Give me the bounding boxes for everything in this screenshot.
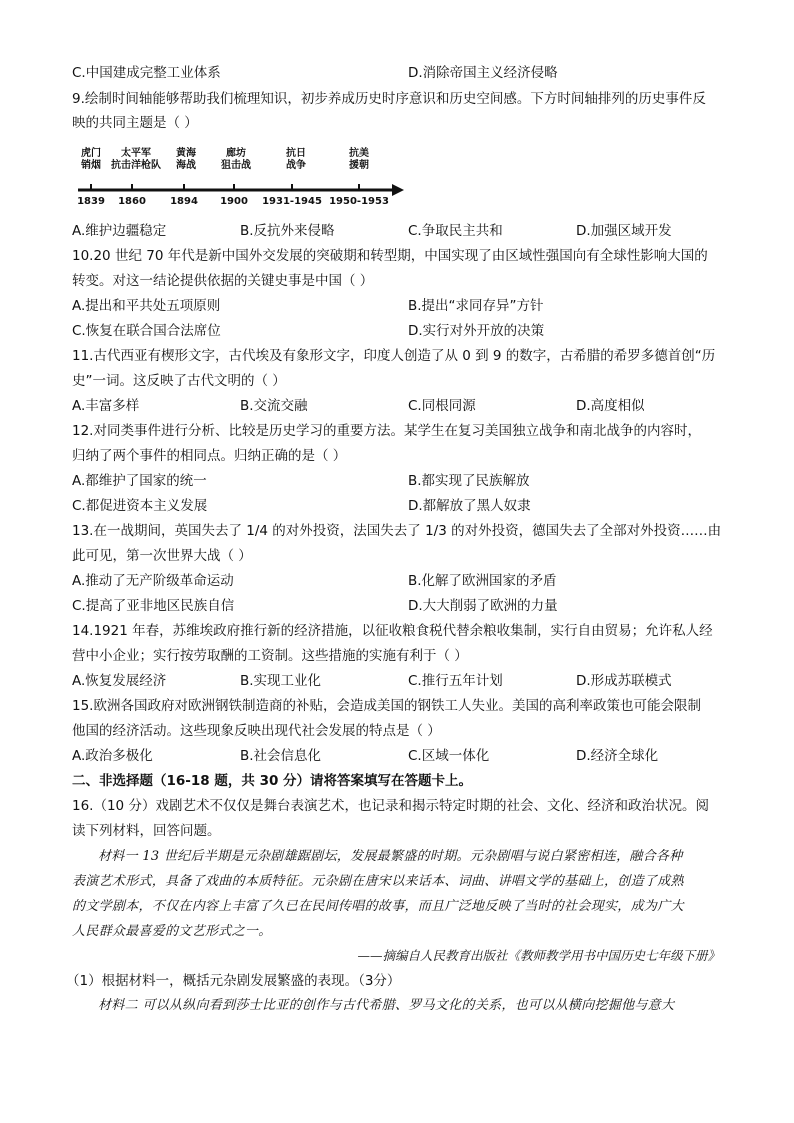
timeline-year: 1839: [77, 196, 105, 207]
timeline-year: 1860: [118, 196, 146, 207]
question-15-stem: 15.欧洲各国政府对欧洲钢铁制造商的补贴，会造成美国的钢铁工人失业。美国的高利率政策也可能会限制: [72, 698, 701, 714]
question-15-stem-cont: 他国的经济活动。这些现象反映出现代社会发展的特点是（ ）: [72, 723, 441, 739]
material-1-text: 人民群众最喜爱的文艺形式之一。: [72, 924, 272, 939]
option-a: A.提出和平共处五项原则: [72, 298, 221, 314]
question-16-stem: 16.（10 分）戏剧艺术不仅仅是舞台表演艺术，也记录和揭示特定时期的社会、文化、经济和政治状况。阅: [72, 798, 709, 814]
option-c: C.提高了亚非地区民族自信: [72, 598, 235, 614]
timeline-event: 太平军 抗击洋枪队: [111, 148, 161, 171]
timeline-event: 黄海 海战: [176, 148, 196, 171]
option-d: D.都解放了黑人奴隶: [408, 498, 531, 514]
option-a: A.维护边疆稳定: [72, 223, 167, 239]
material-1-source: ——摘编自人民教育出版社《教师教学用书中国历史七年级下册》: [357, 948, 720, 963]
question-13-stem-cont: 此可见，第一次世界大战（ ）: [72, 548, 252, 564]
timeline-year: 1931-1945: [262, 196, 322, 207]
question-9-stem: 9.绘制时间轴能够帮助我们梳理知识，初步养成历史时序意识和历史空间感。下方时间轴排列的历史事件反: [72, 91, 706, 107]
material-1-text: 表演艺术形式，具备了戏曲的本质特征。元杂剧在唐宋以来话本、词曲、讲唱文学的基础上，创造了成熟: [72, 874, 684, 889]
option-b: B.社会信息化: [240, 748, 322, 764]
question-11-stem: 11.古代西亚有楔形文字，古代埃及有象形文字，印度人创造了从 0 到 9 的数字，古希腊的希罗多德首创“历: [72, 348, 716, 364]
sub-question-1: （1）根据材料一，概括元杂剧发展繁盛的表现。（3分）: [66, 973, 401, 989]
option-b: B.反抗外来侵略: [240, 223, 335, 239]
option-c: C.争取民主共和: [408, 223, 503, 239]
timeline-year: 1900: [220, 196, 248, 207]
question-12-stem: 12.对同类事件进行分析、比较是历史学习的重要方法。某学生在复习美国独立战争和南北战争的内容时，: [72, 423, 701, 439]
option-c: C.同根同源: [408, 398, 476, 414]
option-d: D.形成苏联模式: [576, 673, 672, 689]
option-b: B.化解了欧洲国家的矛盾: [408, 573, 557, 589]
timeline-year: 1894: [170, 196, 198, 207]
option-b: B.都实现了民族解放: [408, 473, 530, 489]
option-a: A.恢复发展经济: [72, 673, 167, 689]
option-c: C.中国建成完整工业体系: [72, 65, 221, 81]
option-b: B.提出“求同存异”方针: [408, 298, 544, 314]
option-d: D.消除帝国主义经济侵略: [408, 65, 558, 81]
question-12-stem-cont: 归纳了两个事件的相同点。归纳正确的是（ ）: [72, 448, 347, 464]
question-13-stem: 13.在一战期间，英国失去了 1/4 的对外投资，法国失去了 1/3 的对外投资，德国失去了全部对外投资……由: [72, 523, 722, 539]
question-11-stem-cont: 史”一词。这反映了古代文明的（ ）: [72, 373, 286, 389]
option-c: C.都促进资本主义发展: [72, 498, 208, 514]
question-9-stem-cont: 映的共同主题是（ ）: [72, 115, 198, 131]
option-a: A.丰富多样: [72, 398, 140, 414]
option-b: B.交流交融: [240, 398, 308, 414]
option-d: D.实行对外开放的决策: [408, 323, 545, 339]
option-d: D.大大削弱了欧洲的力量: [408, 598, 558, 614]
question-10-stem-cont: 转变。对这一结论提供依据的关键史事是中国（ ）: [72, 273, 374, 289]
material-2-text: 材料二 可以从纵向看到莎士比亚的创作与古代希腊、罗马文化的关系，也可以从横向挖掘他与意大: [98, 998, 675, 1013]
option-a: A.都维护了国家的统一: [72, 473, 207, 489]
option-a: A.推动了无产阶级革命运动: [72, 573, 234, 589]
option-d: D.经济全球化: [576, 748, 659, 764]
option-c: C.恢复在联合国合法席位: [72, 323, 221, 339]
section-heading: 二、非选择题（16-18 题，共 30 分）请将答案填写在答题卡上。: [72, 773, 473, 789]
option-d: D.高度相似: [576, 398, 645, 414]
question-16-stem-cont: 读下列材料，回答问题。: [72, 823, 221, 839]
option-d: D.加强区域开发: [576, 223, 672, 239]
option-b: B.实现工业化: [240, 673, 322, 689]
material-1-text: 材料一 13 世纪后半期是元杂剧雄踞剧坛，发展最繁盛的时期。元杂剧唱与说白紧密相连，融合各种: [98, 849, 683, 864]
timeline-event: 虎门 销烟: [81, 148, 101, 171]
history-timeline: [74, 144, 406, 210]
option-a: A.政治多极化: [72, 748, 153, 764]
timeline-event: 抗美 援朝: [349, 148, 369, 171]
timeline-event: 抗日 战争: [286, 148, 306, 171]
option-c: C.区域一体化: [408, 748, 490, 764]
question-14-stem-cont: 营中小企业；实行按劳取酬的工资制。这些措施的实施有利于（ ）: [72, 648, 468, 664]
material-1-text: 的文学剧本，不仅在内容上丰富了久已在民间传唱的故事，而且广泛地反映了当时的社会现实，成为广大: [72, 899, 684, 914]
option-c: C.推行五年计划: [408, 673, 503, 689]
question-10-stem: 10.20 世纪 70 年代是新中国外交发展的突破期和转型期，中国实现了由区域性强国向有全球性影响大国的: [72, 248, 708, 264]
timeline-year: 1950-1953: [329, 196, 389, 207]
timeline-event: 廊坊 狙击战: [221, 148, 251, 171]
question-14-stem: 14.1921 年春，苏维埃政府推行新的经济措施，以征收粮食税代替余粮收集制，实行自由贸易；允许私人经: [72, 623, 713, 639]
